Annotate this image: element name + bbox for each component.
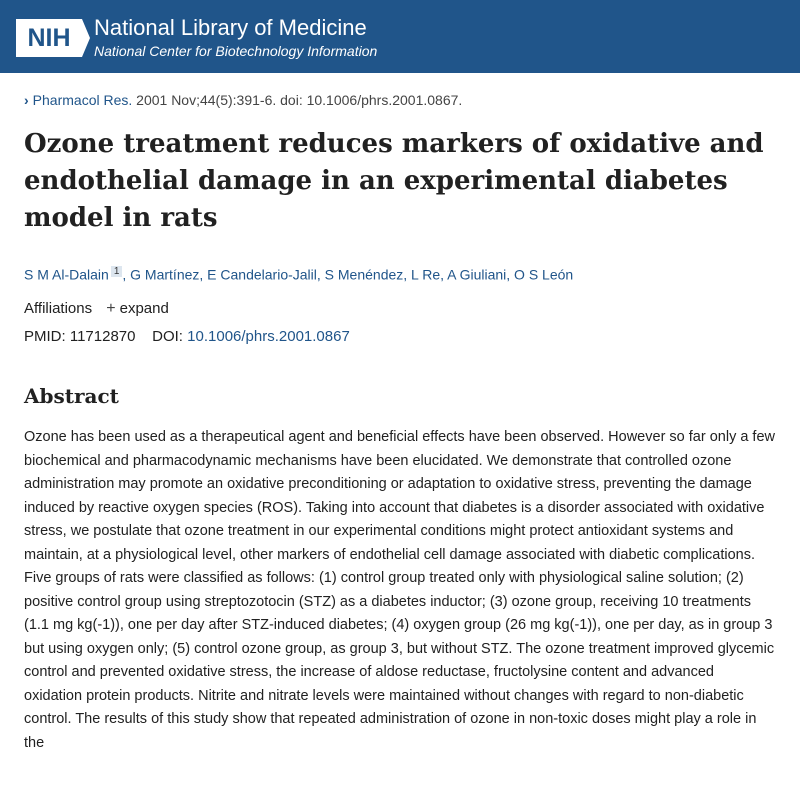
author-list	[24, 262, 573, 285]
nih-logo[interactable]: NIH	[16, 19, 82, 57]
org-subtitle: National Center for Biotechnology Information	[94, 43, 378, 59]
expand-button[interactable]: expand	[119, 300, 169, 317]
affiliation-marker[interactable]: 1	[111, 266, 123, 277]
identifiers-row	[24, 327, 350, 347]
org-name[interactable]: National Library of Medicine	[94, 15, 367, 40]
abstract-heading: Abstract	[24, 384, 119, 408]
chevron-right-icon: ›	[24, 92, 29, 108]
doi-label: DOI:	[152, 328, 183, 345]
other-authors[interactable]: , G Martínez, E Candelario-Jalil, S Menéndez, L Re, A Giuliani, O S León	[122, 266, 574, 283]
article-title: Ozone treatment reduces markers of oxidative and endothelial damage in an experimental diabetes model in rats	[24, 129, 764, 233]
pmid-label: PMID:	[24, 328, 66, 345]
site-header	[0, 0, 800, 73]
citation-line	[24, 90, 462, 110]
citation-details: 2001 Nov;44(5):391-6. doi: 10.1006/phrs.2001.0867.	[136, 92, 463, 108]
abstract-text: Ozone has been used as a therapeutical agent and beneficial effects have been observed. However so far only a few biochemical and pharmacodynamic mechanisms have been elucidated. We demonstrate that controlled ozone administration may promote an oxidative preconditioning or adaptation to oxidative stress, preventing the damage induced by reactive oxygen species (ROS). Taking into account that diabetes is a disorder associated with oxidative stress, we postulate that ozone treatment in our experimental conditions might protect antioxidant systems and maintain, at a physiological level, other markers of endothelial cell damage associated with diabetic complications. Five groups of rats were classified as follows: (1) control group treated only with physiological saline solution; (2) positive control group using streptozotocin (STZ) as a diabetes inductor; (3) ozone group, receiving 10 treatments (1.1 mg kg(-1)), one per day after STZ-induced diabetes; (4) oxygen group (26 mg kg(-1)), one per day, as in group 3 but using oxygen only; (5) control ozone group, as group 3, but without STZ. The ozone treatment improved glycemic control and prevented oxidative stress, the increase of aldose reductase, fructolysine content and advanced oxidation protein products. Nitrite and nitrate levels were maintained without changes with regard to non-diabetic control. The results of this study show that repeated administration of ozone in non-toxic doses might play a role in the	[24, 429, 775, 751]
plus-icon[interactable]: +	[106, 300, 116, 317]
affiliations-label: Affiliations	[24, 300, 93, 317]
author-link[interactable]: S M Al-Dalain	[24, 266, 109, 283]
journal-link[interactable]: Pharmacol Res.	[32, 92, 133, 108]
pmid-value: 11712870	[69, 328, 136, 345]
doi-link[interactable]: 10.1006/phrs.2001.0867	[187, 328, 350, 345]
affiliations-row	[24, 299, 169, 319]
